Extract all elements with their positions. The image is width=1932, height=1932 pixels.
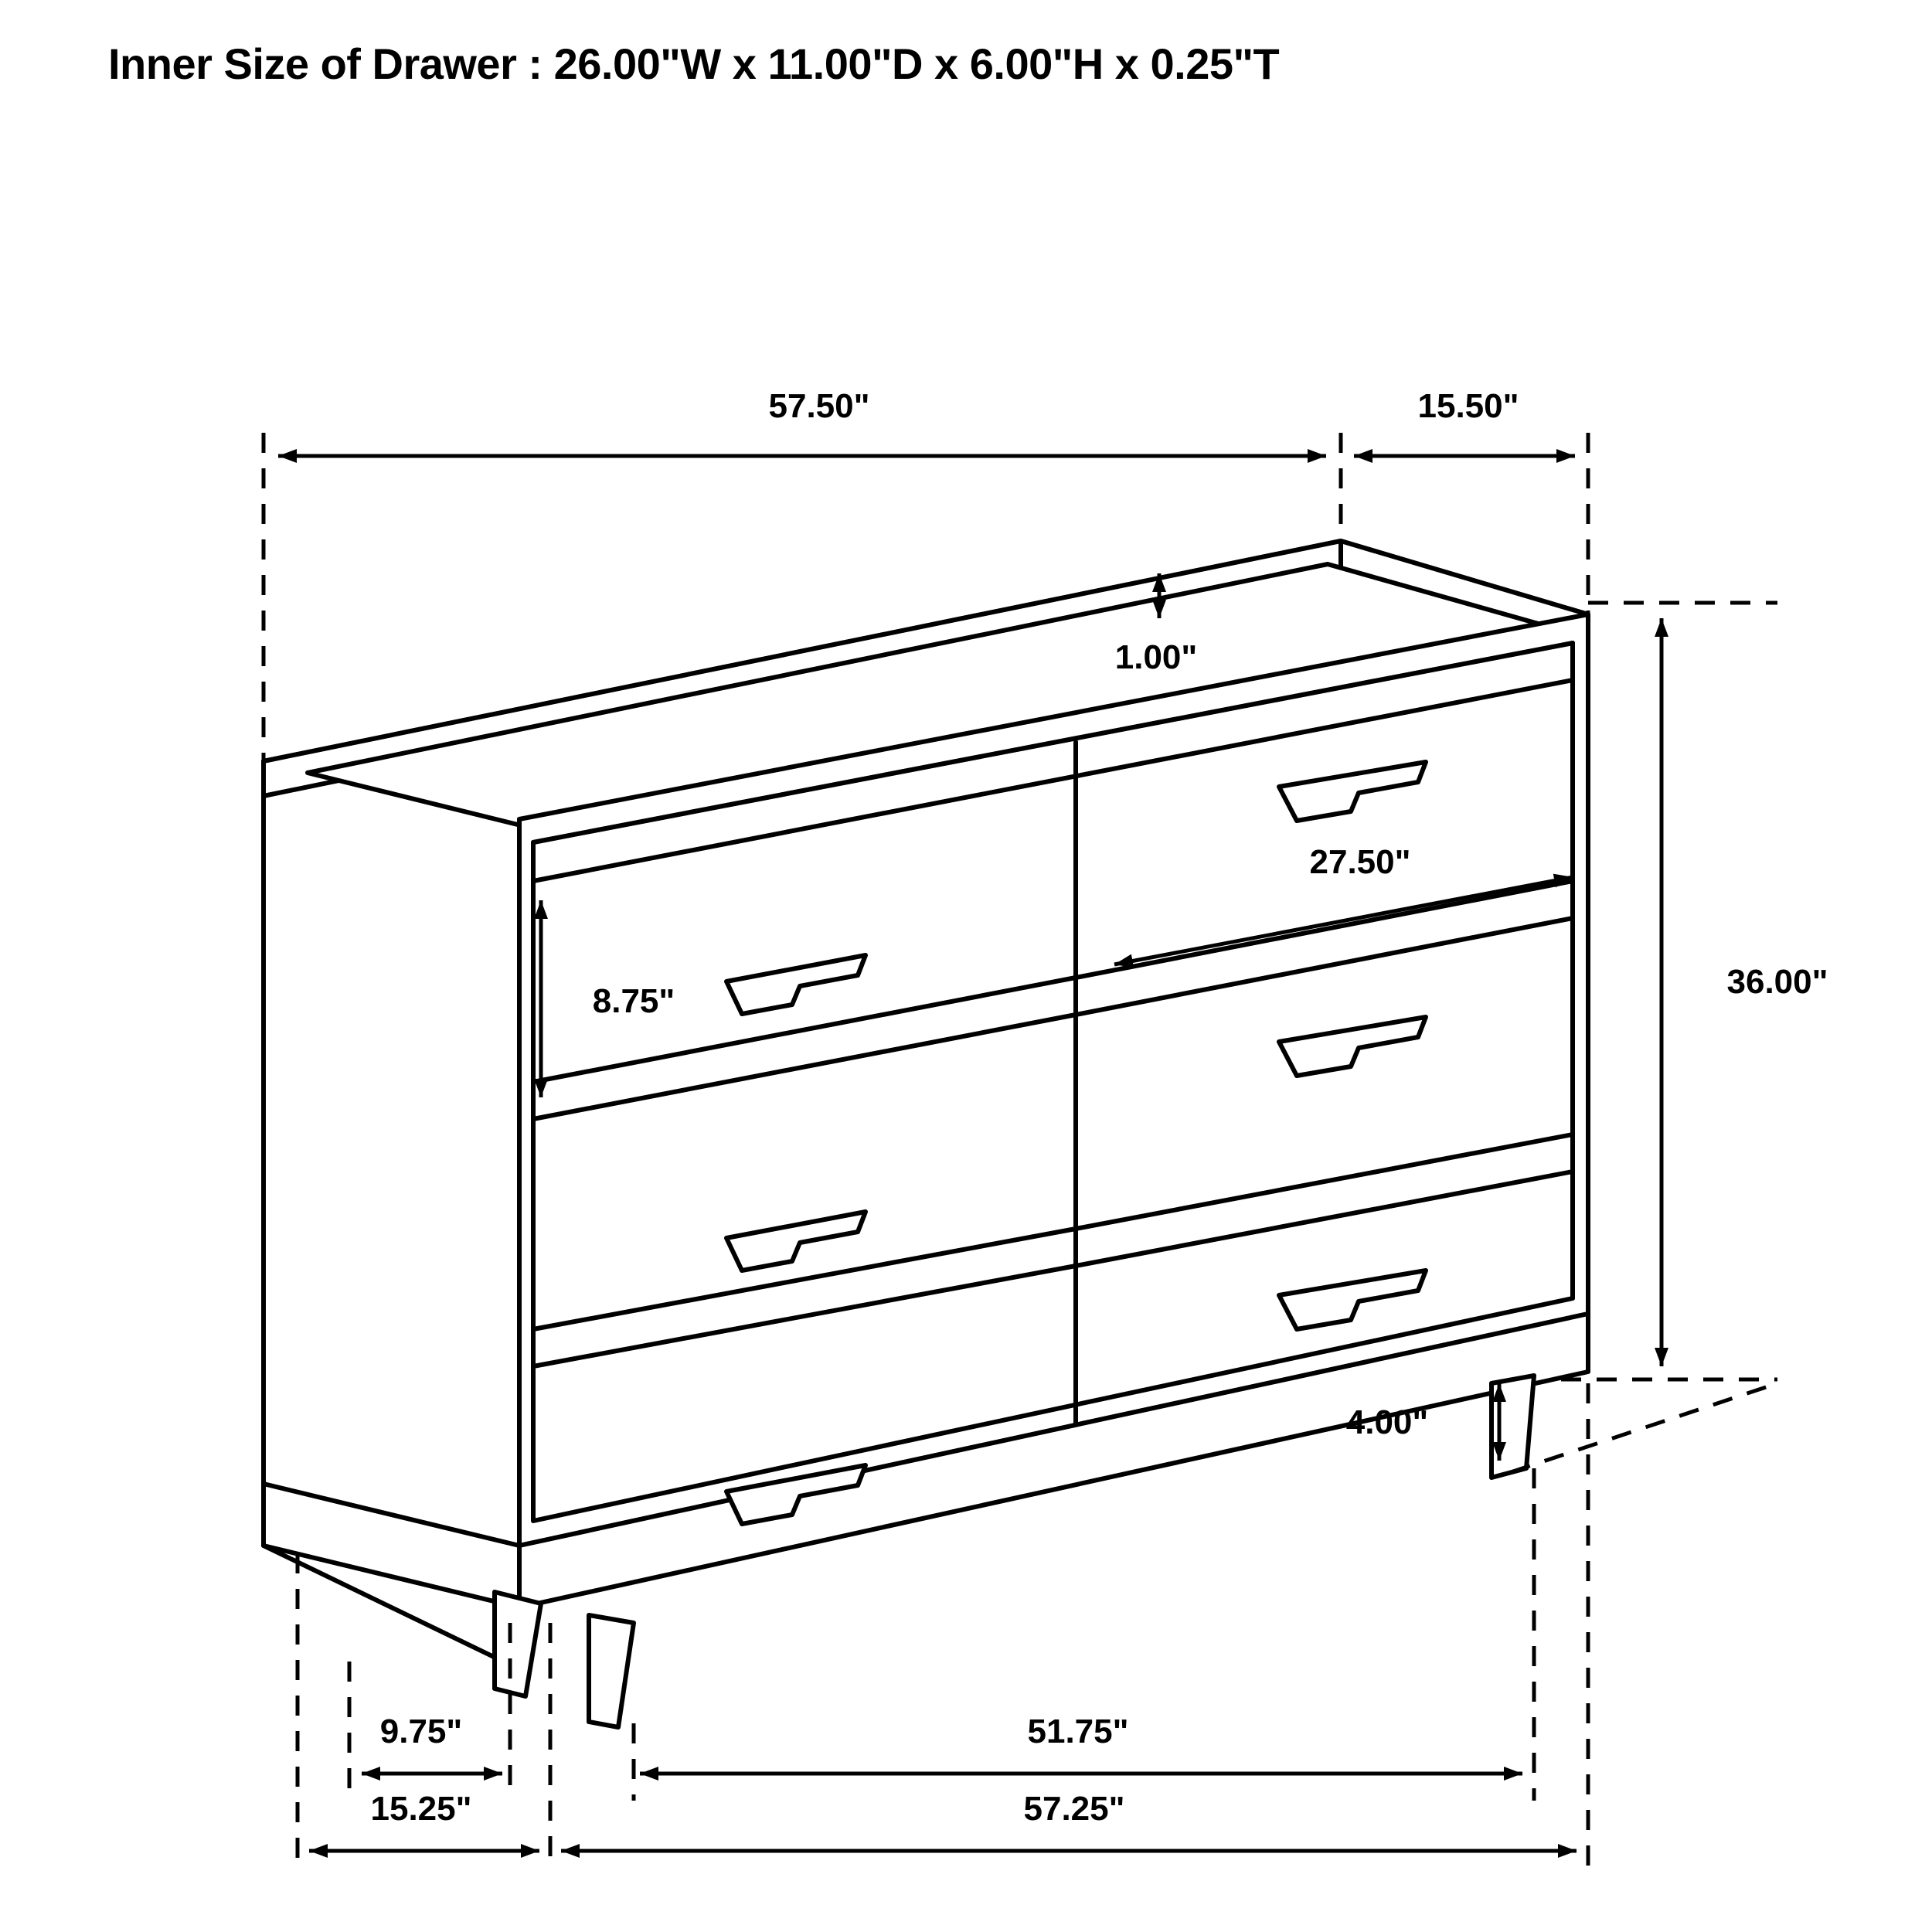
dim-label-total-height: 36.00"	[1726, 963, 1828, 1001]
dresser-body	[264, 541, 1588, 1727]
dim-label-drawer-height: 8.75"	[592, 982, 675, 1020]
dim-label-top-width: 57.50"	[768, 387, 870, 425]
dim-label-base-width: 51.75"	[1027, 1713, 1129, 1750]
leg-front-left	[589, 1615, 634, 1727]
leg-rear-left	[495, 1592, 541, 1696]
dim-label-drawer-width: 27.50"	[1309, 843, 1411, 881]
dim-label-overhang: 1.00"	[1114, 638, 1198, 676]
page-title: Inner Size of Drawer : 26.00"W x 11.00"D x 6.00"H x 0.25"T	[108, 39, 1280, 88]
dim-label-leg-height: 4.00"	[1345, 1403, 1429, 1441]
ext-leg-bottom	[1511, 1383, 1777, 1472]
dim-label-bottom-width: 57.25"	[1023, 1790, 1125, 1828]
dim-label-bottom-depth: 15.25"	[370, 1790, 472, 1828]
dim-label-top-depth: 15.50"	[1417, 387, 1519, 425]
dim-label-base-depth: 9.75"	[379, 1713, 463, 1750]
